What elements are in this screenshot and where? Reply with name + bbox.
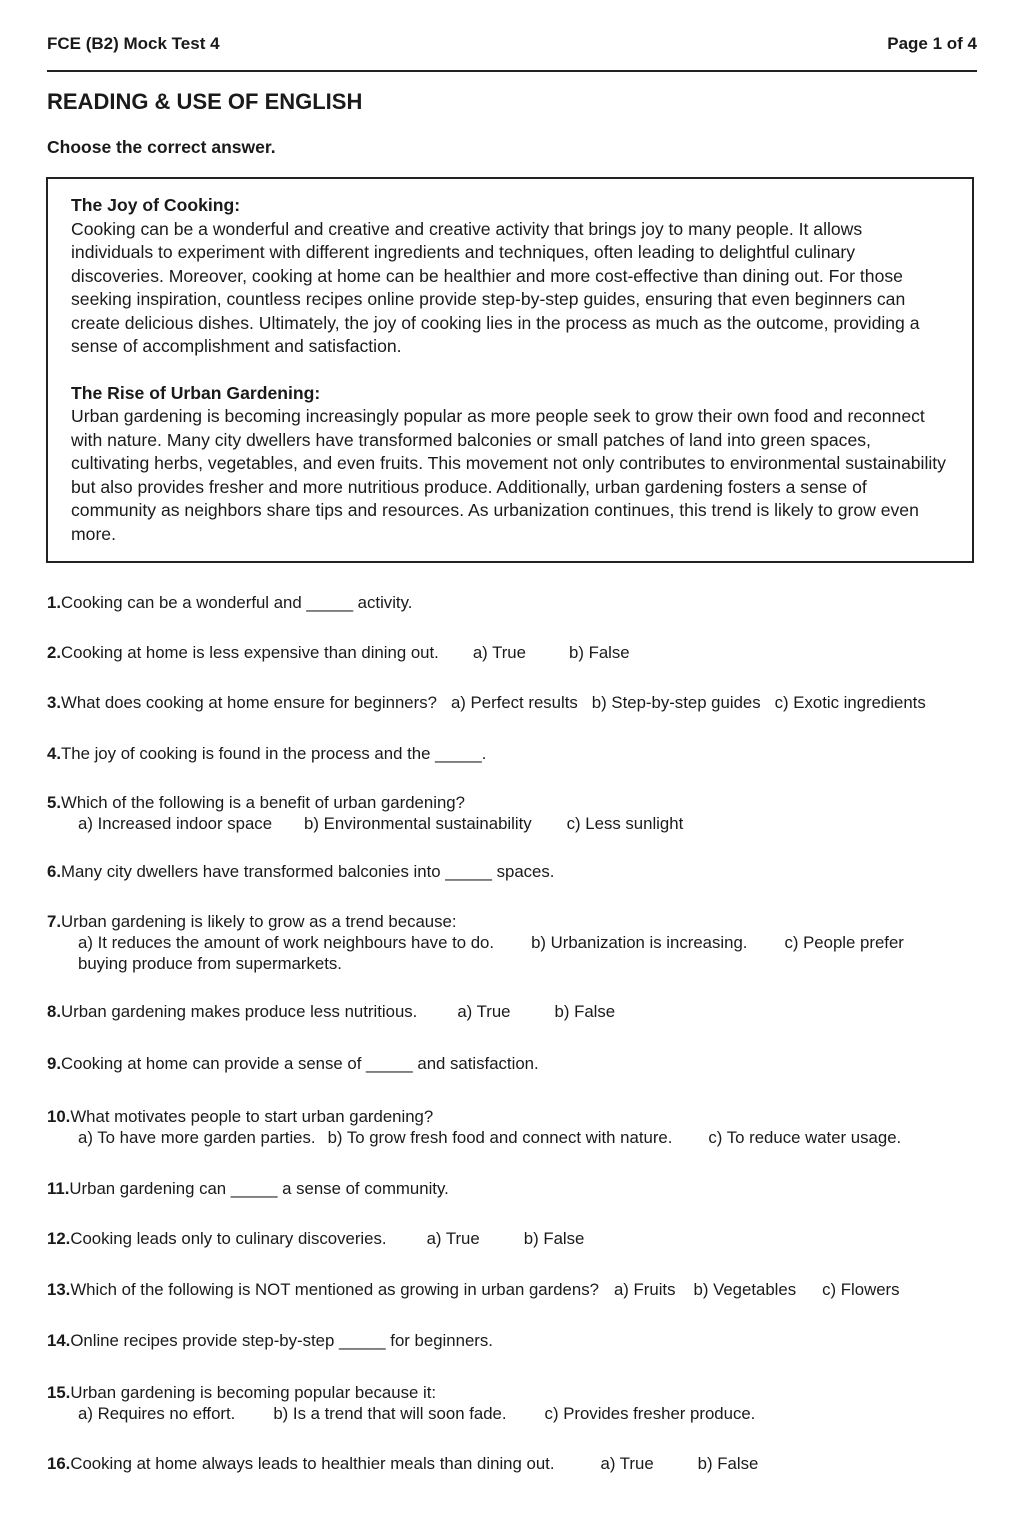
- answer-option[interactable]: b) Environmental sustainability: [304, 814, 532, 833]
- question-text: Many city dwellers have transformed balconies into _____ spaces.: [61, 862, 555, 881]
- question-text: Cooking can be a wonderful and _____ activity.: [61, 593, 413, 612]
- section-title: READING & USE OF ENGLISH: [47, 89, 363, 114]
- question-text: What motivates people to start urban gardening?: [70, 1107, 434, 1126]
- question-number: 10.: [47, 1107, 71, 1126]
- answer-option[interactable]: c) People prefer: [784, 933, 904, 952]
- option-continuation: buying produce from supermarkets.: [78, 954, 342, 973]
- question-text: Cooking at home always leads to healthier meals than dining out.: [70, 1454, 555, 1473]
- test-title: FCE (B2) Mock Test 4: [47, 34, 220, 53]
- question-number: 15.: [47, 1383, 71, 1402]
- question-item: [47, 1382, 987, 1424]
- question-item: [47, 692, 987, 713]
- question-text: Cooking at home is less expensive than dining out.: [61, 643, 439, 662]
- question-number: 5.: [47, 793, 61, 812]
- question-text: The joy of cooking is found in the process and the _____.: [61, 744, 487, 763]
- question-text: Urban gardening makes produce less nutritious.: [61, 1002, 418, 1021]
- answer-option[interactable]: a) It reduces the amount of work neighbours have to do.: [78, 933, 495, 952]
- reading-passages-box: [46, 177, 974, 563]
- question-number: 1.: [47, 593, 61, 612]
- answer-option[interactable]: b) To grow fresh food and connect with nature.: [327, 1128, 673, 1147]
- answer-option[interactable]: a) True: [457, 1002, 511, 1021]
- answer-option[interactable]: c) Exotic ingredients: [774, 693, 926, 712]
- question-item: [47, 1279, 987, 1300]
- page-header: [47, 34, 977, 72]
- answer-option[interactable]: a) True: [600, 1454, 654, 1473]
- question-number: 4.: [47, 744, 61, 763]
- passage-title: The Rise of Urban Gardening:: [71, 382, 321, 403]
- answer-option[interactable]: a) To have more garden parties.: [78, 1128, 316, 1147]
- passage-cooking: [71, 194, 949, 359]
- question-number: 6.: [47, 862, 61, 881]
- passage-text: Urban gardening is becoming increasingly popular as more people seek to grow their own food and reconnect with nature. Many city dwellers have transformed balconies or small patches of land into green spaces, cultivating herbs, vegetables, and even fruits. This movement not only contributes to environmental sustainability but also provides fresher and more nutritious produce. Additionally, urban gardening fosters a sense of community as neighbors share tips and resources. As urbanization continues, this trend is likely to grow even more.: [71, 406, 946, 544]
- question-number: 8.: [47, 1002, 61, 1021]
- answer-option[interactable]: c) Flowers: [822, 1280, 900, 1299]
- passage-text: Cooking can be a wonderful and creative and creative activity that brings joy to many people. It allows individuals to experiment with different ingredients and techniques, often leading to delightful culinary discoveries. Moreover, cooking at home can be healthier and more cost-effective than dining out. For those seeking inspiration, countless recipes online provide step-by-step guides, ensuring that even beginners can create delicious dishes. Ultimately, the joy of cooking lies in the process as much as the outcome, providing a sense of accomplishment and satisfaction.: [71, 218, 920, 356]
- answer-option[interactable]: a) True: [426, 1229, 480, 1248]
- question-item: [47, 911, 987, 974]
- question-number: 11.: [47, 1179, 70, 1198]
- question-number: 7.: [47, 912, 61, 931]
- question-item: [47, 642, 987, 663]
- question-text: Which of the following is a benefit of urban gardening?: [61, 793, 465, 812]
- answer-option[interactable]: c) Provides fresher produce.: [544, 1404, 756, 1423]
- answer-option[interactable]: a) True: [472, 643, 526, 662]
- question-text: Which of the following is NOT mentioned as growing in urban gardens?: [70, 1280, 599, 1299]
- answer-option[interactable]: b) False: [568, 643, 630, 662]
- answer-option[interactable]: b) False: [697, 1454, 759, 1473]
- answer-option[interactable]: b) Vegetables: [693, 1280, 797, 1299]
- question-text: Urban gardening can _____ a sense of community.: [69, 1179, 449, 1198]
- answer-option[interactable]: a) Fruits: [613, 1280, 676, 1299]
- question-text: Urban gardening is becoming popular because it:: [70, 1383, 437, 1402]
- question-number: 9.: [47, 1054, 61, 1073]
- answer-option[interactable]: a) Increased indoor space: [78, 814, 273, 833]
- answer-option[interactable]: b) Urbanization is increasing.: [531, 933, 748, 952]
- question-item: [47, 792, 987, 834]
- question-item: [47, 1106, 987, 1148]
- question-number: 2.: [47, 643, 61, 662]
- answer-option[interactable]: c) Less sunlight: [566, 814, 684, 833]
- question-number: 16.: [47, 1454, 71, 1473]
- question-number: 12.: [47, 1229, 71, 1248]
- answer-option[interactable]: b) False: [554, 1002, 616, 1021]
- question-item: [47, 592, 987, 613]
- question-number: 3.: [47, 693, 61, 712]
- question-number: 14.: [47, 1331, 71, 1350]
- question-text: What does cooking at home ensure for beginners?: [61, 693, 437, 712]
- question-item: [47, 1001, 987, 1022]
- question-item: [47, 1453, 987, 1474]
- question-text: Online recipes provide step-by-step _____ for beginners.: [70, 1331, 493, 1350]
- question-text: Urban gardening is likely to grow as a trend because:: [61, 912, 457, 931]
- answer-option[interactable]: b) Step-by-step guides: [591, 693, 761, 712]
- question-item: [47, 1228, 987, 1249]
- question-item: [47, 1178, 987, 1199]
- question-item: [47, 861, 987, 882]
- answer-option[interactable]: c) To reduce water usage.: [708, 1128, 902, 1147]
- question-text: Cooking at home can provide a sense of _____ and satisfaction.: [61, 1054, 539, 1073]
- question-item: [47, 1330, 987, 1351]
- question-number: 13.: [47, 1280, 71, 1299]
- page-number: Page 1 of 4: [887, 34, 977, 53]
- passage-title: The Joy of Cooking:: [71, 195, 241, 215]
- passage-gardening: [71, 382, 949, 547]
- answer-option[interactable]: b) False: [523, 1229, 585, 1248]
- question-item: [47, 743, 987, 764]
- answer-option[interactable]: a) Requires no effort.: [78, 1404, 236, 1423]
- question-text: Cooking leads only to culinary discoveries.: [70, 1229, 387, 1248]
- question-item: [47, 1053, 987, 1074]
- answer-option[interactable]: a) Perfect results: [450, 693, 578, 712]
- instruction: Choose the correct answer.: [47, 137, 276, 157]
- answer-option[interactable]: b) Is a trend that will soon fade.: [273, 1404, 507, 1423]
